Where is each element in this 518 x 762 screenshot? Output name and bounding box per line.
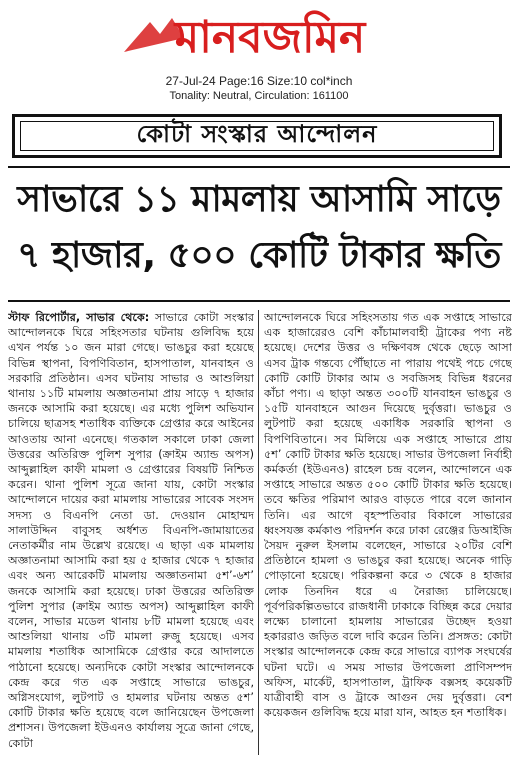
kicker-box <box>12 114 502 158</box>
masthead-title: মানবজমিন <box>174 12 366 63</box>
clipping-meta-size: 27-Jul-24 Page:16 Size:10 col*inch <box>165 74 353 88</box>
kicker-label: কোটা সংস্কার আন্দোলন <box>20 121 494 151</box>
article-column-left <box>8 310 254 762</box>
article-column-right <box>264 310 512 762</box>
headline-top-rule <box>8 166 510 168</box>
headline-bottom-rule <box>8 300 510 302</box>
body-text-left: সাভারে কোটা সংস্কার আন্দোলনকে ঘিরে সহিংসতার ঘটনায় গুলিবিদ্ধ হয়ে এখন পর্যন্ত ১০ জন মারা গেছে। ভাঙচুর করা হয়েছে বিভিন্ন স্থাপনা, বিপণিবিতান, হাসপাতাল, যানবাহন ও সরকারি প্রতিষ্ঠান। এসব ঘটনায় সাভার ও আশুলিয়া থানায় ১১টি মামলায় অজ্ঞাতনামা প্রায় সাড়ে ৭ হাজার জনকে আসামি করা হয়েছে। এর মধ্যে পুলিশ অভিযান চালিয়ে ছাত্রসহ শতাধিক ব্যক্তিকে গ্রেপ্তার করে আইনের আওতায় আনা এনেছে। গতকাল সকালে ঢাকা জেলা উত্তরের অতিরিক্ত পুলিশ সুপার (ক্রাইম অ্যান্ড অপস) আব্দুল্লাহিল কাফী মামলা ও গ্রেপ্তারের বিষয়টি নিশ্চিত করেন। থানা পুলিশ সূত্রে জানা যায়, কোটা সংস্কার আন্দোলনে দায়ের করা মামলায় সাভারের সাবেক সংসদ সদস্য ও বিএনপি নেতা ডা. দেওয়ান মোহাম্মদ সালাউদ্দিন বাবুসহ অর্ধশত বিএনপি-জামায়াতের নেতাকর্মীর নাম উল্লেখ রয়েছে। এ ছাড়া এক মামলায় অজ্ঞাতনামা আসামি করা হয় ৫ হাজার থেকে ৭ হাজার এবং অন্য আরেকটি মামলায় অজ্ঞাতনামা ৫শ’-৬শ’ জনকে আসামি করা হয়েছে। ঢাকা উত্তরের অতিরিক্ত পুলিশ সুপার (ক্রাইম অ্যান্ড অপস) আব্দুল্লাহিল কাফী বলেন, সাভার মডেল থানায় ৮টি মামলা হয়েছে এবং আশুলিয়া থানায় ৩টি মামলা রুজু হয়েছে। এসব মামলায় শতাধিক আসামিকে গ্রেপ্তার করে আদালতে পাঠানো হয়েছে। অন্যদিকে কোটা সংস্কার আন্দোলনকে কেন্দ্র করে গত এক সপ্তাহে সাভারে ভাঙচুর, অগ্নিসংযোগ, লুটপাট ও হামলার ঘটনায় অন্তত ৫শ’ কোটি টাকার ক্ষতি হয়েছে বলে জানিয়েছেন উপজেলা প্রশাসন। উপজেলা ইউএনও কার্যালয় সূত্রে জানা গেছে, কোটা <box>8 311 254 750</box>
column-divider <box>258 310 259 755</box>
byline: স্টাফ রিপোর্টার, সাভার থেকে: <box>8 311 150 324</box>
headline-line-2: ৭ হাজার, ৫০০ কোটি টাকার ক্ষতি <box>17 235 501 276</box>
masthead-logo <box>120 4 380 66</box>
headline-line-1: সাভারে ১১ মামলায় আসামি সাড়ে <box>17 179 501 220</box>
clipping-meta-tonality: Tonality: Neutral, Circulation: 161100 <box>169 90 349 102</box>
body-text-right: আন্দোলনকে ঘিরে সহিংসতায় গত এক সপ্তাহে সাভারে এক হাজারেরও বেশি কাঁচামালবাহী ট্রাকের পণ্য নষ্ট হয়েছে। দেশের উত্তর ও দক্ষিণবঙ্গ থেকে ছেড়ে আসা এসব ট্রাক গন্তব্যে পৌঁছাতে না পারায় পথেই পচে গেছে কোটি কোটি টাকার আম ও সবজিসহ বিভিন্ন ধরনের কাঁচা পণ্য। এ ছাড়া অন্তত ৩০০টি যানবাহন ভাঙচুর ও ১৫টি যানবাহনে আগুন দিয়েছে দুর্বৃত্তরা। ভাঙচুর ও লুটপাট করা হয়েছে একাধিক সরকারি স্থাপনা ও বিপণিবিতানে। সব মিলিয়ে এক সপ্তাহে সাভারে প্রায় ৫শ’ কোটি টাকার ক্ষতি হয়েছে। সাভার উপজেলা নির্বাহী কর্মকর্তা (ইউএনও) রাহেল চন্দ্র বলেন, আন্দোলনে এক সপ্তাহে সাভারে অন্তত ৫০০ কোটি টাকার ক্ষতি হয়েছে। তবে ক্ষতির পরিমাণ আরও বাড়তে পারে বলে জানান তিনি। এর আগে বৃহস্পতিবার বিকালে সাভারের ধ্বংসযজ্ঞ কর্মকাণ্ড পরিদর্শন করে ঢাকা রেঞ্জের ডিআইজি সৈয়দ নুরুল ইসলাম বলেছেন, সাভারে ২০টির বেশি প্রতিষ্ঠানে হামলা ও ভাঙচুর করা হয়েছে। অনেক গাড়ি পোড়ানো হয়েছে। পরিকল্পনা করে ৩ থেকে ৪ হাজার লোক তিনদিন ধরে এ নৈরাজ্য চালিয়েছে। পূর্বপরিকল্পিতভাবে রাজধানী ঢাকাকে বিচ্ছিন্ন করে দেয়ার লক্ষ্যে চালানো হামলায় সাভারের উচ্ছেদ হওয়া হকাররাও জড়িত বলে দাবি করেন তিনি। প্রসঙ্গত: কোটা সংস্কার আন্দোলনকে কেন্দ্র করে সাভারে ব্যাপক সংঘর্ষের ঘটনা ঘটে। এ সময় সাভার উপজেলা প্রাণিসম্পদ অফিস, মার্কেট, হাসপাতাল, ট্রাফিক বক্সসহ কয়েকটি যাত্রীবাহী বাস ও ট্রাকে আগুন দেয় দুর্বৃত্তরা। বেশ কয়েকজন গুলিবিদ্ধ হয়ে মারা যান, আহত হন শতাধিক। <box>264 311 512 720</box>
